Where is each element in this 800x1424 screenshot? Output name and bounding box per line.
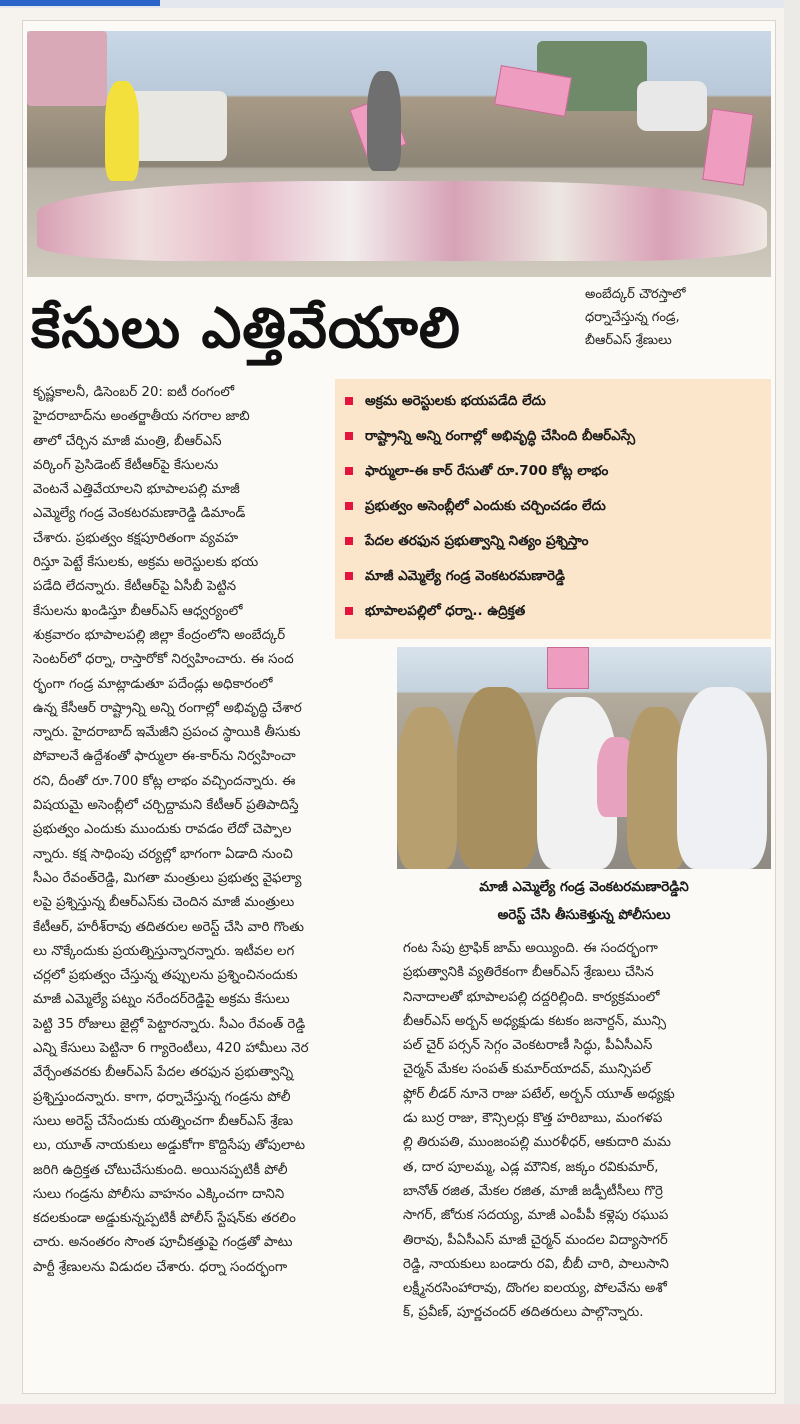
body-line: న్నారు. కక్ష సాధింపు చర్యల్లో భాగంగా ఏడాది నుంచి [33,846,293,862]
body-line: శుక్రవారం భూపాలపల్లి జిల్లా కేంద్రంలోని అంబేద్కర్ [33,628,286,643]
highlight-item [345,562,765,590]
square-bullet-icon [345,607,353,615]
body-line: తిరావు, పీఏసీఎస్ మాజీ చైర్మన్ మందల విద్యాసాగర్ [403,1232,668,1248]
square-bullet-icon [345,397,353,405]
body-line: ప్రభుత్వానికి వ్యతిరేకంగా బీఆర్ఎస్ శ్రేణులు చేసిన [403,965,654,981]
body-line: పోవాలనే ఉద్దేశంతో ఫార్ములా ఈ-కార్‌ను నిర్వహించా [33,749,296,765]
square-bullet-icon [345,502,353,510]
square-bullet-icon [345,572,353,580]
bottom-bar [0,1404,800,1424]
pink-flag [702,108,754,185]
body-line: సాగర్, జోరుక సదయ్య, మాజీ ఎంపీపీ కళ్లెపు రఘుప [403,1208,669,1224]
caption-line: మాజీ ఎమ్మెల్యే గండ్ర వెంకటరమణారెడ్డిని [479,879,689,895]
body-line: ఎన్ని కేసులు పెట్టినా 6 గ్యారెంటీలు, 420 హామీలు నెర [33,1041,309,1057]
caption-line: అరెస్ట్ చేసి తీసుకెళ్తున్న పోలీసులు [497,907,671,923]
body-line: సెంటర్‌లో ధర్నా, రాస్తారోకో నిర్వహించారు. ఈ సంద [33,652,294,668]
standing-person [367,71,401,171]
body-line: పడేది లేదన్నారు. కేటీఆర్‌పై ఏసీబీ పెట్టిన [33,579,237,595]
body-line: చారు. అనంతరం సొంత పూచీకత్తుపై గండ్రతో పాటు [33,1235,293,1251]
body-line: ప్రభుత్వం ఎందుకు ముందుకు రావడం లేదో చెప్పాల [33,822,292,838]
body-line: కదలకుండా అడ్డుకున్నప్పటికీ పోలీస్ స్టేషన్‌కు తరలిం [33,1211,296,1227]
caption-line: బీఆర్ఎస్ శ్రేణులు [585,333,672,348]
top-photo-caption [585,283,769,352]
police-officer [457,687,537,869]
highlight-text: ప్రభుత్వం అసెంబ్లీలో ఎందుకు చర్చించడం లేదు [365,498,606,514]
highlight-item [345,492,765,520]
body-line: పార్టీ శ్రేణులను విడుదల చేశారు. ధర్నా సందర్భంగా [33,1259,288,1275]
police-arrest-photo [397,647,771,869]
caption-line: ధర్నాచేస్తున్న గండ్ర, [585,310,680,325]
pink-flag [547,647,589,689]
highlight-text: రాష్ట్రాన్ని అన్ని రంగాల్లో అభివృద్ధి చేసింది బీఆర్ఎస్సే [365,428,636,444]
body-line: సులు గండ్రను పోలీసు వాహనం ఎక్కించగా దానిని [33,1186,285,1202]
body-line: కృష్ణకాలనీ, డిసెంబర్ 20: ఐటీ రంగంలో [33,385,235,400]
body-line: రెడ్డి, నాయకులు బండారు రవి, బీబీ చారి, పాలుసాని [403,1256,669,1272]
top-bar [0,0,800,8]
body-line: మాజీ ఎమ్మెల్యే పట్నం నరేందర్‌రెడ్డిపై అక్రమ కేసులు [33,992,290,1008]
body-line: పెట్టి 35 రోజులు జైల్లో పెట్టారన్నారు. సీఎం రేవంత్ రెడ్డి [33,1016,306,1032]
body-line: నినాదాలతో భూపాలపల్లి దద్దరిల్లింది. కార్యక్రమంలో [403,989,660,1005]
highlight-text: ఫార్ములా-ఈ కార్ రేసుతో రూ.700 కోట్ల లాభం [365,463,609,479]
body-line: రని, దీంతో రూ.700 కోట్ల లాభం వచ్చిందన్నారు. ఈ [33,773,296,789]
body-line: వేర్చేంతవరకు బీఆర్ఎస్ పేదల తరఫున ప్రభుత్వాన్ని [33,1065,294,1081]
highlight-text: మాజీ ఎమ్మెల్యే గండ్ర వెంకటరమణారెడ్డి [365,568,566,584]
body-line: వర్కింగ్ ప్రెసిడెంట్ కేటీఆర్‌పై కేసులను [33,457,219,473]
top-bar-accent [0,0,160,6]
seated-crowd [37,181,767,261]
body-line: జరిగి ఉద్రిక్తత చోటుచేసుకుంది. అయినప్పటికీ పోలీ [33,1162,288,1178]
body-line: కేటీఆర్, హరీశ్‌రావు తదితరుల అరెస్ట్ చేసి వారి గొంతు [33,919,305,935]
body-line: న్నారు. హైదరాబాద్ ఇమేజీని ప్రపంచ స్థాయికి తీసుకు [33,725,301,741]
body-line: ల్లి తిరుపతి, ముంజంపల్లి మురళీధర్, ఆకుదారి మమ [403,1135,671,1151]
square-bullet-icon [345,537,353,545]
highlight-item [345,457,765,485]
article-body-top-left [33,381,329,624]
highlight-text: భూపాలపల్లిలో ధర్నా.. ఉద్రిక్తత [365,603,526,619]
body-line: రిస్తూ పెట్టే కేసులకు, అక్రమ అరెస్టులకు భయ [33,555,259,571]
highlight-item [345,387,765,415]
standing-person [105,81,139,181]
body-line: ఫ్లోర్ లీడర్ నూనె రాజు పటేల్, అర్బన్ యూత్ అధ్యక్షు [403,1086,675,1102]
body-line: తాలో చేర్చిన మాజీ మంత్రి, బీఆర్ఎస్ [33,433,222,449]
body-line: లక్ష్మీనరసింహారావు, దొంగల ఐలయ్య, పోలవేను అశో [403,1281,667,1297]
car-shape [637,81,707,131]
middle-photo-caption [397,873,771,929]
highlight-text: పేదల తరఫున ప్రభుత్వాన్ని నిత్యం ప్రశ్నిస్తాం [365,533,589,549]
right-margin-strip [784,0,800,1424]
square-bullet-icon [345,467,353,475]
body-line: ఎమ్మెల్యే గండ్ర వెంకటరమణారెడ్డి డిమాండ్ [33,506,246,522]
article-body-right [403,937,771,1326]
body-line: డు బుర్ర రాజు, కౌన్సిలర్లు కొత్త హరిబాబు, మంగళప [403,1111,663,1127]
body-line: ఉన్న కేసీఆర్ రాష్ట్రాన్ని అన్ని రంగాల్లో అభివృద్ధి చేశార [33,700,302,716]
highlight-text: అక్రమ అరెస్టులకు భయపడేది లేదు [365,393,546,409]
police-officer [397,707,457,869]
body-line: క్, ప్రవీణ్, పూర్ణచందర్ తదితరులు పాల్గొన్నారు. [403,1305,644,1321]
body-line: బానోత్ రజిత, మేకల రజిత, మాజీ జడ్పీటీసీలు గొర్రె [403,1183,663,1199]
body-line: విషయమై అసెంబ్లీలో చర్చిద్దామని కేటీఆర్ ప్రతిపాదిస్తే [33,798,299,814]
body-line: హైదరాబాద్‌ను అంతర్జాతీయ నగరాల జాబి [33,409,250,425]
protest-sit-in-photo [27,31,771,277]
caption-line: అంబేద్కర్ చౌరస్తాలో [585,287,686,302]
body-line: చేశారు. ప్రభుత్వం కక్షపూరితంగా వ్యవహ [33,530,239,546]
body-line: గంట సేపు ట్రాఫిక్ జామ్ అయ్యింది. ఈ సందర్భంగా [403,941,658,956]
body-line: పల్ చైర్ పర్సన్ సెగ్గం వెంకటరాణీ సిద్ధు, పీఏసీఎస్ [403,1038,653,1054]
body-line: త, దార పూలమ్మ, ఎడ్ల మౌనిక, జక్కం రవికుమార్, [403,1159,659,1175]
police-officer [677,687,767,869]
newspaper-clipping [22,20,776,1394]
body-line: చైర్మన్ మేకల సంపత్ కుమార్‌యాదవ్, మున్సిపల్ [403,1062,651,1078]
body-line: లు నొక్కేందుకు ప్రయత్నిస్తున్నారన్నారు. ఇటీవల లగ [33,943,295,959]
body-line: వెంటనే ఎత్తివేయాలని భూపాలపల్లి మాజీ [33,482,240,498]
highlight-item [345,422,765,450]
body-line: ప్రశ్నిస్తుందన్నారు. కాగా, ధర్నాచేస్తున్న గండ్రను పోలీ [33,1089,291,1105]
banner-shape [27,31,107,106]
body-line: చర్లలో ప్రభుత్వం చేస్తున్న తప్పులను ప్రశ్నించినందుకు [33,968,298,984]
highlight-item [345,527,765,555]
body-line: సీఎం రేవంత్‌రెడ్డి, మిగతా మంత్రులు ప్రభుత్వ వైఫల్యా [33,870,302,886]
body-line: బీఆర్ఎస్ అర్బన్ అధ్యక్షుడు కటకం జనార్దన్, మున్సి [403,1013,666,1029]
square-bullet-icon [345,432,353,440]
body-line: ర్భంగా గండ్ర మాట్లాడుతూ పదేండ్లు అధికారంలో [33,676,273,692]
body-line: సులు అరెస్ట్ చేసేందుకు యత్నించగా బీఆర్ఎస్ శ్రేణు [33,1113,294,1129]
body-line: కేసులను ఖండిస్తూ బీఆర్ఎస్ ఆధ్వర్యంలో [33,603,243,619]
body-line: లు, యూత్ నాయకులు అడ్డుకోగా కొద్దిసేపు తోపులాట [33,1138,306,1154]
highlights-box [335,379,771,639]
body-line: లపై ప్రశ్నిస్తున్న బీఆర్ఎస్‌కు చెందిన మాజీ మంత్రులు [33,895,295,911]
page-title: కేసులు ఎత్తివేయాలి [31,296,461,361]
article-body-bottom-left [33,624,391,1280]
highlight-item [345,597,765,625]
